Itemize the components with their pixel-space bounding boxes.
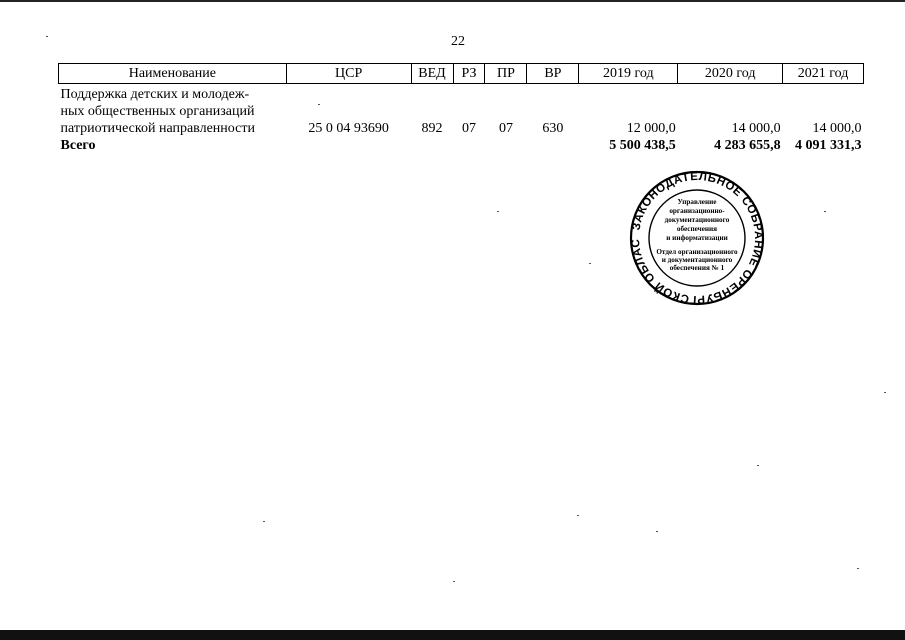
row-rz: 07 (461, 121, 476, 136)
seal-line: Управление (677, 198, 717, 206)
scan-bottom-edge (0, 630, 905, 640)
budget-table (58, 63, 864, 154)
official-seal-stamp (622, 170, 772, 306)
scan-speck (857, 568, 859, 569)
row-2021: 14 000,0 (812, 121, 862, 136)
row-pr: 07 (498, 121, 513, 136)
scan-speck (757, 465, 759, 466)
seal-line: и информатизации (666, 234, 728, 242)
header-2019: 2019 год (579, 64, 678, 84)
header-2021: 2021 год (783, 64, 864, 84)
row-2019: 12 000,0 (626, 121, 676, 136)
row-name-cell (59, 84, 287, 138)
row-name-line: патриотической направленности (60, 121, 255, 136)
scan-speck (656, 531, 658, 532)
total-empty-cell (485, 137, 527, 154)
scan-speck (453, 581, 455, 582)
total-2020: 4 283 655,8 (714, 138, 781, 153)
seal-line: Отдел организационного (656, 248, 738, 256)
row-ved: 892 (421, 121, 443, 136)
scan-speck (318, 104, 320, 105)
header-vr: ВР (527, 64, 579, 84)
total-label: Всего (60, 138, 96, 153)
row-name-line: ных общественных организаций (60, 104, 255, 119)
total-2019: 5 500 438,5 (609, 138, 676, 153)
seal-line: обеспечения (676, 225, 718, 233)
row-vr: 630 (542, 121, 564, 136)
seal-graphic (622, 170, 772, 306)
row-csr: 25 0 04 93690 (308, 121, 389, 136)
header-2020: 2020 год (678, 64, 783, 84)
table-row (59, 84, 864, 138)
total-empty-cell (286, 137, 411, 154)
seal-line: и документационного (661, 256, 733, 264)
row-name-line: Поддержка детских и молодеж- (60, 87, 250, 102)
scan-speck (589, 263, 591, 264)
seal-line: документационного (664, 216, 730, 224)
table-header-row (59, 64, 864, 84)
total-empty-cell (453, 137, 485, 154)
total-2021: 4 091 331,3 (795, 138, 862, 153)
header-pr: ПР (485, 64, 527, 84)
page-number: 22 (451, 34, 465, 49)
total-row (59, 137, 864, 154)
header-name: Наименование (59, 64, 287, 84)
scan-speck (884, 392, 886, 393)
total-empty-cell (411, 137, 453, 154)
scan-speck (497, 211, 499, 212)
seal-line: обеспечения № 1 (669, 264, 725, 272)
scan-top-edge (0, 0, 905, 2)
seal-ring-text: ЗАКОНОДАТЕЛЬНОЕ СОБРАНИЕ ОРЕНБУРГСКОЙ ОБЛАС (629, 170, 765, 306)
scan-speck (577, 515, 579, 516)
scan-speck (824, 211, 826, 212)
row-2020: 14 000,0 (731, 121, 781, 136)
scan-speck (263, 521, 265, 522)
header-rz: РЗ (453, 64, 485, 84)
scan-speck (46, 36, 48, 37)
header-ved: ВЕД (411, 64, 453, 84)
seal-line: организационно- (669, 207, 725, 215)
header-csr: ЦСР (286, 64, 411, 84)
total-empty-cell (527, 137, 579, 154)
